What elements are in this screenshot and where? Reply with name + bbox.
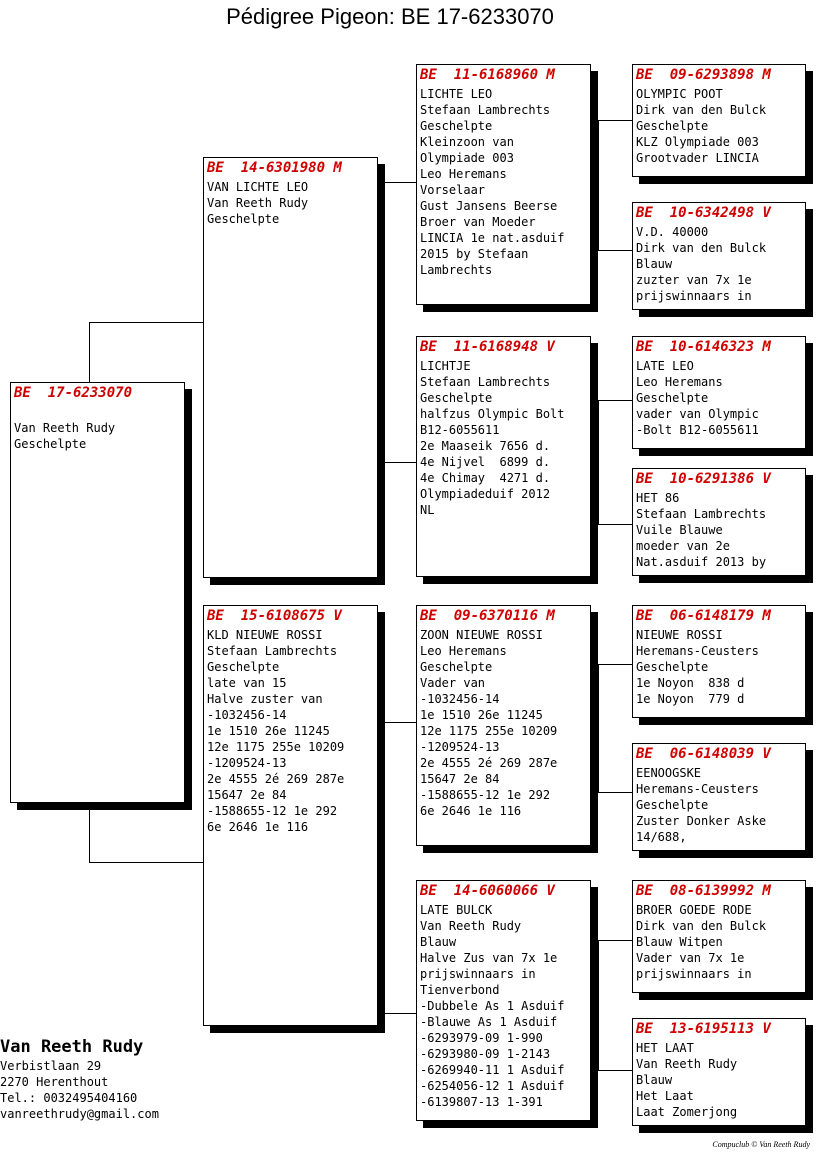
- owner-name: Van Reeth Rudy: [0, 1037, 144, 1057]
- sire-dam-card[interactable]: [416, 336, 591, 577]
- ring-number: BE 09-6293898 M: [636, 67, 771, 83]
- pigeon-detail-line: Geschelpte: [636, 391, 709, 405]
- pigeon-name: EENOOGSKE: [636, 766, 702, 780]
- pigeon-detail-line: Stefaan Lambrechts: [420, 375, 551, 389]
- connector: [598, 120, 633, 121]
- pigeon-detail-line: Geschelpte: [420, 119, 493, 133]
- connector: [598, 524, 633, 525]
- ring-number: BE 13-6195113 V: [636, 1021, 771, 1037]
- pigeon-detail-line: 1e Noyon 779 d: [636, 692, 745, 706]
- pigeon-detail-line: 4e Chimay 4271 d.: [420, 471, 551, 485]
- pigeon-name: LATE BULCK: [420, 903, 493, 917]
- pigeon-detail-line: Geschelpte: [420, 660, 493, 674]
- ring-number: BE 06-6148179 M: [636, 608, 771, 624]
- pigeon-detail-line: -1032456-14: [207, 708, 287, 722]
- pigeon-detail-line: 1e 1510 26e 11245: [207, 724, 330, 738]
- pigeon-detail-line: Van Reeth Rudy: [420, 919, 522, 933]
- ring-number: BE 10-6146323 M: [636, 339, 771, 355]
- pigeon-detail-line: Geschelpte: [14, 437, 87, 451]
- pigeon-detail-line: LINCIA 1e nat.asduif: [420, 231, 565, 245]
- pigeon-name: V.D. 40000: [636, 225, 709, 239]
- pigeon-detail-line: -6139807-13 1-391: [420, 1095, 543, 1109]
- ring-number: BE 15-6108675 V: [207, 608, 342, 624]
- ring-number: BE 10-6342498 V: [636, 205, 771, 221]
- connector: [89, 809, 90, 863]
- ring-number: BE 14-6301980 M: [207, 160, 342, 176]
- pigeon-detail-line: -1588655-12 1e 292: [207, 804, 338, 818]
- pigeon-detail-line: Laat Zomerjong: [636, 1105, 738, 1119]
- pigeon-detail-line: prijswinnaars in: [420, 967, 536, 981]
- pigeon-detail-line: Gust Jansens Beerse: [420, 199, 558, 213]
- connector: [384, 1013, 417, 1014]
- ring-number: BE 17-6233070: [14, 385, 133, 401]
- pigeon-detail-line: Heremans-Ceusters: [636, 782, 759, 796]
- connector: [89, 322, 90, 384]
- pigeon-detail-line: 6e 2646 1e 116: [420, 804, 522, 818]
- pigeon-detail-line: -6293979-09 1-990: [420, 1031, 543, 1045]
- pigeon-detail-line: -6269940-11 1 Asduif: [420, 1063, 565, 1077]
- pigeon-detail-line: -1209524-13: [420, 740, 500, 754]
- ring-number: BE 11-6168948 V: [420, 339, 555, 355]
- pigeon-name: ZOON NIEUWE ROSSI: [420, 628, 543, 642]
- pigeon-name: HET 86: [636, 491, 680, 505]
- pigeon-name: LICHTJE: [420, 359, 471, 373]
- connector: [598, 120, 599, 250]
- ring-number: BE 06-6148039 V: [636, 746, 771, 762]
- pigeon-detail-line: -6293980-09 1-2143: [420, 1047, 551, 1061]
- connector: [598, 940, 633, 941]
- pigeon-detail-line: 12e 1175 255e 10209: [207, 740, 345, 754]
- pigeon-name: BROER GOEDE RODE: [636, 903, 752, 917]
- subject-card[interactable]: [10, 382, 185, 803]
- pigeon-detail-line: -1588655-12 1e 292: [420, 788, 551, 802]
- pigeon-detail-line: Olympiade 003: [420, 151, 514, 165]
- pigeon-detail-line: Geschelpte: [207, 660, 280, 674]
- pigeon-detail-line: -Dubbele As 1 Asduif: [420, 999, 565, 1013]
- pigeon-detail-line: Leo Heremans: [420, 167, 507, 181]
- connector: [89, 862, 204, 863]
- connector: [598, 250, 633, 251]
- pigeon-detail-line: Tienverbond: [420, 983, 500, 997]
- credit-text: Compuclub © Van Reeth Rudy: [712, 1140, 810, 1149]
- pigeon-name: KLD NIEUWE ROSSI: [207, 628, 323, 642]
- pigeon-detail-line: [14, 404, 181, 420]
- pigeon-detail-line: late van 15: [207, 676, 287, 690]
- page-title: Pédigree Pigeon: BE 17-6233070: [226, 4, 554, 29]
- pigeon-name: LICHTE LEO: [420, 87, 493, 101]
- connector: [384, 722, 417, 723]
- pigeon-detail-line: Geschelpte: [207, 212, 280, 226]
- pigeon-detail-line: prijswinnaars in: [636, 967, 752, 981]
- connector: [89, 322, 204, 323]
- ring-number: BE 10-6291386 V: [636, 471, 771, 487]
- pigeon-detail-line: Dirk van den Bulck: [636, 919, 767, 933]
- pigeon-detail-line: Dirk van den Bulck: [636, 103, 767, 117]
- connector: [598, 1070, 633, 1071]
- pigeon-detail-line: Heremans-Ceusters: [636, 644, 759, 658]
- pigeon-detail-line: Halve Zus van 7x 1e: [420, 951, 558, 965]
- pigeon-detail-line: 15647 2e 84: [420, 772, 500, 786]
- connector: [598, 400, 633, 401]
- connector: [598, 792, 633, 793]
- pigeon-detail-line: Geschelpte: [636, 660, 709, 674]
- pigeon-detail-line: Vader van 7x 1e: [636, 951, 745, 965]
- pigeon-detail-line: 2e Maaseik 7656 d.: [420, 439, 551, 453]
- pigeon-detail-line: Geschelpte: [420, 391, 493, 405]
- pigeon-detail-line: 2e 4555 2é 269 287e: [207, 772, 345, 786]
- ggp-card-8[interactable]: [632, 1018, 806, 1126]
- pigeon-detail-line: Leo Heremans: [420, 644, 507, 658]
- ggp-card-4[interactable]: [632, 468, 806, 576]
- owner-email: vanreethrudy@gmail.com: [0, 1107, 159, 1121]
- dam-dam-card[interactable]: [416, 880, 591, 1121]
- pigeon-detail-line: Vuile Blauwe: [636, 523, 723, 537]
- pigeon-detail-line: zuzter van 7x 1e: [636, 273, 752, 287]
- pigeon-name: OLYMPIC POOT: [636, 87, 723, 101]
- dam-sire-card[interactable]: [416, 605, 591, 846]
- connector: [598, 940, 599, 1070]
- pigeon-detail-line: 6e 2646 1e 116: [207, 820, 309, 834]
- pigeon-detail-line: 2015 by Stefaan: [420, 247, 529, 261]
- connector: [384, 722, 385, 1014]
- pigeon-detail-line: Blauw: [636, 1073, 673, 1087]
- connector: [384, 462, 417, 463]
- pigeon-detail-line: Blauw: [420, 935, 457, 949]
- ring-number: BE 08-6139992 M: [636, 883, 771, 899]
- pigeon-detail-line: 14/688,: [636, 830, 687, 844]
- pigeon-detail-line: 1e Noyon 838 d: [636, 676, 745, 690]
- pigeon-detail-line: Het Laat: [636, 1089, 694, 1103]
- pigeon-detail-line: Van Reeth Rudy: [14, 421, 116, 435]
- ggp-card-3[interactable]: [632, 336, 806, 449]
- pigeon-detail-line: Geschelpte: [636, 119, 709, 133]
- ggp-card-6[interactable]: [632, 743, 806, 851]
- pigeon-detail-line: Van Reeth Rudy: [636, 1057, 738, 1071]
- pigeon-detail-line: moeder van 2e: [636, 539, 730, 553]
- pigeon-detail-line: Grootvader LINCIA: [636, 151, 759, 165]
- owner-block: [0, 1036, 159, 1122]
- pigeon-detail-line: Nat.asduif 2013 by: [636, 555, 767, 569]
- pigeon-detail-line: 1e 1510 26e 11245: [420, 708, 543, 722]
- pigeon-detail-line: 15647 2e 84: [207, 788, 287, 802]
- pigeon-name: HET LAAT: [636, 1041, 694, 1055]
- pigeon-detail-line: Lambrechts: [420, 263, 493, 277]
- ggp-card-5[interactable]: [632, 605, 806, 718]
- ggp-card-2[interactable]: [632, 202, 806, 310]
- pigeon-detail-line: -6254056-12 1 Asduif: [420, 1079, 565, 1093]
- pigeon-detail-line: NL: [420, 503, 435, 517]
- connector: [598, 664, 633, 665]
- pigeon-detail-line: -1032456-14: [420, 692, 500, 706]
- pigeon-detail-line: Halve zuster van: [207, 692, 323, 706]
- pigeon-detail-line: 2e 4555 2é 269 287e: [420, 756, 558, 770]
- pigeon-detail-line: halfzus Olympic Bolt: [420, 407, 565, 421]
- pigeon-detail-line: Blauw Witpen: [636, 935, 723, 949]
- pigeon-detail-line: Van Reeth Rudy: [207, 196, 309, 210]
- pigeon-detail-line: Stefaan Lambrechts: [420, 103, 551, 117]
- owner-city: 2270 Herenthout: [0, 1075, 109, 1089]
- pigeon-detail-line: Stefaan Lambrechts: [207, 644, 338, 658]
- ring-number: BE 14-6060066 V: [420, 883, 555, 899]
- connector: [598, 664, 599, 792]
- pigeon-detail-line: Dirk van den Bulck: [636, 241, 767, 255]
- owner-tel: Tel.: 0032495404160: [0, 1091, 138, 1105]
- pigeon-name: LATE LEO: [636, 359, 694, 373]
- pigeon-detail-line: Vader van: [420, 676, 486, 690]
- pigeon-detail-line: prijswinnaars in: [636, 289, 752, 303]
- ggp-card-7[interactable]: [632, 880, 806, 993]
- pigeon-detail-line: vader van Olympic: [636, 407, 759, 421]
- pigeon-detail-line: Olympiadeduif 2012: [420, 487, 551, 501]
- connector: [598, 400, 599, 524]
- pigeon-detail-line: B12-6055611: [420, 423, 500, 437]
- connector: [384, 322, 385, 323]
- pigeon-detail-line: Geschelpte: [636, 798, 709, 812]
- pigeon-detail-line: -Blauwe As 1 Asduif: [420, 1015, 558, 1029]
- pigeon-detail-line: 12e 1175 255e 10209: [420, 724, 558, 738]
- pigeon-detail-line: Kleinzoon van: [420, 135, 514, 149]
- pigeon-detail-line: -1209524-13: [207, 756, 287, 770]
- pigeon-detail-line: Vorselaar: [420, 183, 486, 197]
- pigeon-detail-line: Zuster Donker Aske: [636, 814, 767, 828]
- pigeon-detail-line: Leo Heremans: [636, 375, 723, 389]
- pigeon-name: VAN LICHTE LEO: [207, 180, 309, 194]
- pigeon-name: NIEUWE ROSSI: [636, 628, 723, 642]
- pigeon-detail-line: 4e Nijvel 6899 d.: [420, 455, 551, 469]
- pigeon-detail-line: -Bolt B12-6055611: [636, 423, 759, 437]
- sire-card[interactable]: [203, 157, 378, 578]
- pigeon-detail-line: Broer van Moeder: [420, 215, 536, 229]
- ring-number: BE 09-6370116 M: [420, 608, 555, 624]
- pigeon-detail-line: Blauw: [636, 257, 673, 271]
- connector: [384, 182, 417, 183]
- ring-number: BE 11-6168960 M: [420, 67, 555, 83]
- dam-card[interactable]: [203, 605, 378, 1026]
- sire-sire-card[interactable]: [416, 64, 591, 305]
- ggp-card-1[interactable]: [632, 64, 806, 177]
- owner-street: Verbistlaan 29: [0, 1059, 102, 1073]
- pigeon-detail-line: Stefaan Lambrechts: [636, 507, 767, 521]
- pigeon-detail-line: KLZ Olympiade 003: [636, 135, 759, 149]
